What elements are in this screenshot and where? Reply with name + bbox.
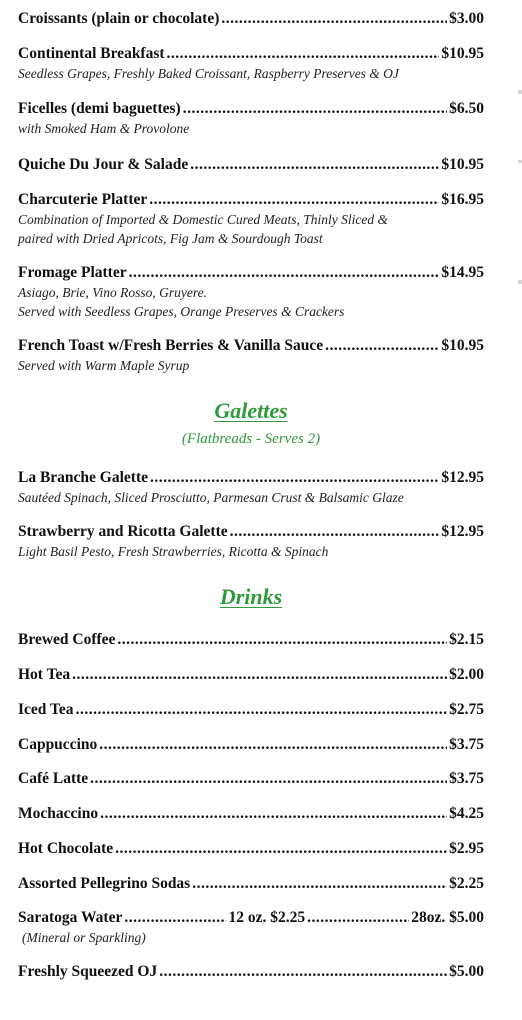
item-price: $3.00 xyxy=(449,10,484,27)
menu-item-croissants xyxy=(18,9,484,29)
item-name: Continental Breakfast xyxy=(18,45,165,62)
section-title-drinks: Drinks xyxy=(219,584,283,609)
item-name: Croissants (plain or chocolate) xyxy=(18,10,220,27)
item-description: Asiago, Brie, Vino Rosso, Gruyere. xyxy=(18,285,207,300)
menu-item-continental-breakfast xyxy=(18,44,484,83)
item-price: $10.95 xyxy=(441,337,484,354)
menu-item-strawberry-ricotta-galette xyxy=(18,522,484,561)
dot-leader xyxy=(124,908,226,928)
drink-pellegrino-sodas xyxy=(18,874,484,894)
item-description: Seedless Grapes, Freshly Baked Croissant, Raspberry Preserves & OJ xyxy=(18,66,399,81)
drink-cappuccino xyxy=(18,735,484,755)
menu-item-la-branche-galette xyxy=(18,468,484,507)
dot-leader xyxy=(90,769,447,789)
item-price: $6.50 xyxy=(449,100,484,117)
item-price: $4.25 xyxy=(449,805,484,822)
menu-item-charcuterie xyxy=(18,190,484,248)
item-price: $10.95 xyxy=(441,45,484,62)
item-price: $14.95 xyxy=(441,264,484,281)
dot-leader xyxy=(307,908,409,928)
clipped-edge-mark xyxy=(518,90,522,94)
drink-saratoga-water xyxy=(18,908,484,947)
item-price: $10.95 xyxy=(441,156,484,173)
item-name: Quiche Du Jour & Salade xyxy=(18,156,189,173)
item-description: paired with Dried Apricots, Fig Jam & Sourdough Toast xyxy=(18,231,323,246)
item-name: Brewed Coffee xyxy=(18,631,116,648)
size-price-large: 28oz. $5.00 xyxy=(411,909,484,926)
item-description: Sautéed Spinach, Sliced Prosciutto, Parmesan Crust & Balsamic Glaze xyxy=(18,490,404,505)
dot-leader xyxy=(190,155,439,175)
drink-cafe-latte xyxy=(18,769,484,789)
item-name: Fromage Platter xyxy=(18,264,127,281)
item-price: $2.95 xyxy=(449,840,484,857)
dot-leader xyxy=(117,630,447,650)
item-price: $2.75 xyxy=(449,701,484,718)
item-description: (Mineral or Sparkling) xyxy=(22,930,146,945)
item-name: Saratoga Water xyxy=(18,909,123,926)
dot-leader xyxy=(159,962,447,982)
drink-brewed-coffee xyxy=(18,630,484,650)
item-price: $2.00 xyxy=(449,666,484,683)
drink-hot-chocolate xyxy=(18,839,484,859)
item-name: Assorted Pellegrino Sodas xyxy=(18,875,191,892)
section-subtitle-galettes: (Flatbreads - Serves 2) xyxy=(181,431,321,447)
item-name: Freshly Squeezed OJ xyxy=(18,963,158,980)
dot-leader xyxy=(221,9,447,29)
item-name: Mochaccino xyxy=(18,805,99,822)
item-description: Served with Seedless Grapes, Orange Preserves & Crackers xyxy=(18,304,345,319)
menu-item-quiche xyxy=(18,155,484,175)
item-price: $2.15 xyxy=(449,631,484,648)
item-name: Iced Tea xyxy=(18,701,74,718)
menu-item-french-toast xyxy=(18,336,484,375)
drink-hot-tea xyxy=(18,665,484,685)
item-name: Hot Chocolate xyxy=(18,840,114,857)
drink-iced-tea xyxy=(18,700,484,720)
menu-item-ficelles xyxy=(18,99,484,138)
dot-leader xyxy=(167,44,440,64)
item-name: La Branche Galette xyxy=(18,469,149,486)
item-description: Served with Warm Maple Syrup xyxy=(18,358,190,373)
item-name: Charcuterie Platter xyxy=(18,191,148,208)
dot-leader xyxy=(76,700,448,720)
item-price: $2.25 xyxy=(449,875,484,892)
dot-leader xyxy=(192,874,447,894)
dot-leader xyxy=(230,522,440,542)
dot-leader xyxy=(115,839,447,859)
clipped-edge-mark xyxy=(518,160,522,163)
dot-leader xyxy=(150,468,439,488)
dot-leader xyxy=(72,665,447,685)
drink-mochaccino xyxy=(18,804,484,824)
dot-leader xyxy=(149,190,439,210)
item-description: with Smoked Ham & Provolone xyxy=(18,121,190,136)
clipped-edge-mark xyxy=(518,280,522,284)
dot-leader xyxy=(183,99,447,119)
item-price: $3.75 xyxy=(449,736,484,753)
dot-leader xyxy=(129,263,440,283)
item-description: Combination of Imported & Domestic Cured Meats, Thinly Sliced & xyxy=(18,212,388,227)
item-name: Ficelles (demi baguettes) xyxy=(18,100,181,117)
item-price: $12.95 xyxy=(441,523,484,540)
menu-item-fromage xyxy=(18,263,484,321)
section-title-galettes: Galettes xyxy=(214,398,288,423)
dot-leader xyxy=(99,735,447,755)
item-description: Light Basil Pesto, Fresh Strawberries, Ricotta & Spinach xyxy=(18,544,329,559)
size-price-small: 12 oz. $2.25 xyxy=(228,909,306,926)
item-price: $16.95 xyxy=(441,191,484,208)
item-name: French Toast w/Fresh Berries & Vanilla Sauce xyxy=(18,337,324,354)
item-price: $3.75 xyxy=(449,770,484,787)
item-price: $12.95 xyxy=(441,469,484,486)
item-name: Strawberry and Ricotta Galette xyxy=(18,523,228,540)
item-price: $5.00 xyxy=(449,963,484,980)
dot-leader xyxy=(325,336,439,356)
item-name: Cappuccino xyxy=(18,736,98,753)
item-name: Hot Tea xyxy=(18,666,71,683)
item-name: Café Latte xyxy=(18,770,89,787)
dot-leader xyxy=(100,804,447,824)
drink-freshly-squeezed-oj xyxy=(18,962,484,982)
